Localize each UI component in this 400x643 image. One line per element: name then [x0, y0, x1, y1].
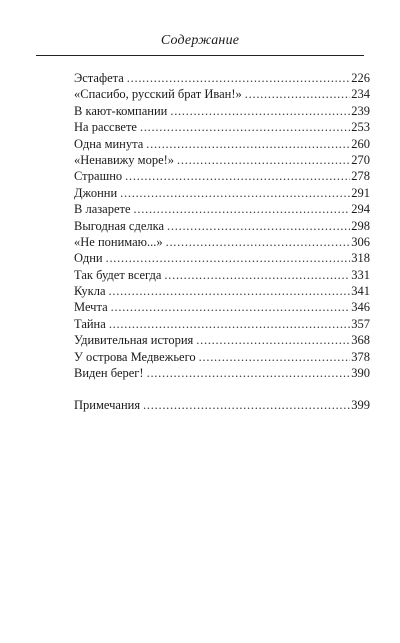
- toc-entry-title: Тайна: [74, 316, 106, 331]
- toc-entry-title: Одни: [74, 251, 103, 266]
- toc-entry-page: 291: [351, 185, 370, 200]
- toc-entry-title: Страшно: [74, 169, 123, 184]
- running-header-title: Содержание: [160, 33, 240, 48]
- toc-entry-title: Так будет всегда: [74, 267, 162, 282]
- toc-dot-leader: [111, 299, 351, 315]
- toc-entry: [74, 70, 370, 86]
- toc-dot-leader: [106, 250, 351, 266]
- toc-entry-title: У острова Медвежьего: [74, 349, 196, 364]
- toc-entry-title: Одна минута: [74, 136, 144, 151]
- toc-entry-page: 298: [351, 218, 370, 233]
- toc-main-list: [74, 70, 370, 381]
- toc-entry: [74, 234, 370, 250]
- toc-entry: [74, 218, 370, 234]
- toc-entry: [74, 397, 370, 413]
- toc-dot-leader: [127, 70, 350, 86]
- toc-entry: [74, 250, 370, 266]
- toc-entry-title: Эстафета: [74, 71, 124, 85]
- toc-dot-leader: [199, 349, 351, 365]
- toc-entry: [74, 86, 370, 102]
- toc-entry-page: 294: [351, 202, 370, 217]
- toc-entry-title: Примечания: [74, 398, 141, 413]
- toc-dot-leader: [196, 332, 350, 348]
- toc-entry-title: В лазарете: [74, 202, 131, 217]
- toc-entry-page: 226: [351, 71, 370, 85]
- toc-entry-page: 346: [351, 300, 370, 315]
- toc-dot-leader: [167, 218, 350, 234]
- toc-entry: [74, 365, 370, 381]
- toc-entry-page: 318: [351, 251, 370, 266]
- toc-entry-title: Джонни: [74, 185, 118, 200]
- toc-entry: [74, 349, 370, 365]
- toc-dot-leader: [140, 119, 350, 135]
- toc-entry: [74, 185, 370, 201]
- toc-entry-page: 239: [351, 103, 370, 118]
- toc-entry-page: 260: [351, 136, 370, 151]
- toc-entry-page: 306: [351, 234, 370, 249]
- header-rule: [36, 55, 364, 56]
- toc-entry-title: Выгодная сделка: [74, 218, 165, 233]
- toc-entry: [74, 168, 370, 184]
- toc-entry-page: 378: [351, 349, 370, 364]
- toc-dot-leader: [146, 136, 350, 152]
- toc-entry: [74, 136, 370, 152]
- toc-dot-leader: [134, 201, 351, 217]
- toc-dot-leader: [170, 103, 350, 119]
- table-of-contents: [74, 70, 370, 414]
- toc-dot-leader: [109, 283, 351, 299]
- toc-entry: [74, 299, 370, 315]
- toc-entry-title: «Ненавижу море!»: [74, 152, 175, 167]
- toc-entry: [74, 201, 370, 217]
- toc-dot-leader: [109, 316, 350, 332]
- toc-entry-title: На рассвете: [74, 120, 137, 135]
- toc-entry-page: 278: [351, 169, 370, 184]
- toc-entry-title: В кают-компании: [74, 103, 168, 118]
- toc-entry-page: 331: [351, 267, 370, 282]
- toc-entry: [74, 152, 370, 168]
- toc-entry: [74, 316, 370, 332]
- toc-dot-leader: [245, 86, 350, 102]
- toc-entry-page: 270: [351, 152, 370, 167]
- toc-dot-leader: [177, 152, 350, 168]
- toc-entry-title: Мечта: [74, 300, 108, 315]
- toc-entry: [74, 332, 370, 348]
- toc-entry-title: «Не понимаю...»: [74, 234, 163, 249]
- toc-dot-leader: [125, 168, 350, 184]
- toc-entry: [74, 267, 370, 283]
- toc-entry-page: 390: [351, 366, 370, 381]
- toc-entry-page: 234: [351, 87, 370, 102]
- toc-entry-page: 341: [351, 284, 370, 299]
- toc-dot-leader: [120, 185, 350, 201]
- toc-entry-page: 357: [351, 316, 370, 331]
- toc-dot-leader: [147, 365, 351, 381]
- toc-entry-title: «Спасибо, русский брат Иван!»: [74, 87, 242, 102]
- toc-entry-page: 253: [351, 120, 370, 135]
- toc-dot-leader: [164, 267, 350, 283]
- toc-entry-page: 399: [351, 398, 370, 413]
- toc-entry-title: Удивительная история: [74, 333, 194, 348]
- toc-spacer: [74, 381, 370, 397]
- toc-entry-title: Виден берег!: [74, 366, 144, 381]
- toc-entry: [74, 283, 370, 299]
- toc-appendix-list: [74, 397, 370, 413]
- toc-entry: [74, 103, 370, 119]
- toc-dot-leader: [166, 234, 351, 250]
- toc-entry-page: 368: [351, 333, 370, 348]
- toc-dot-leader: [143, 397, 350, 413]
- toc-entry: [74, 119, 370, 135]
- toc-entry-title: Кукла: [74, 284, 106, 299]
